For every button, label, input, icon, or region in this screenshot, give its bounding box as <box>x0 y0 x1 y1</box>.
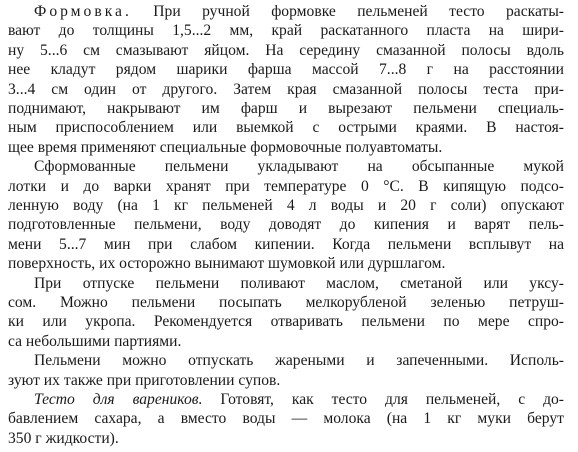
text-line: зуют их также при приготовлении супов. <box>8 371 281 389</box>
section-heading-spaced: Формовка. <box>34 3 132 20</box>
text-line: ным приспособлением или выемкой с острыми краями. В настоя- <box>8 119 564 137</box>
text-line: ну 5...6 см смазывают яйцом. На середину смазанной полосы вдоль <box>8 41 564 59</box>
text-line: При отпуске пельмени поливают маслом, сметаной или уксу- <box>34 274 564 292</box>
text-line: са небольшими партиями. <box>8 332 182 350</box>
text-line: вают до толщины 1,5...2 мм, край раскатанного пласта на шири- <box>8 22 564 40</box>
text-line: бавлением сахара, а вместо воды — молока (на 1 кг муки берут <box>8 410 564 428</box>
italic-heading: Тесто для вареников. <box>34 391 203 408</box>
text-line: Пельмени можно отпускать жареными и запеченными. Исполь- <box>34 352 564 370</box>
text-line: Формовка. При ручной формовке пельменей тесто раскаты- <box>34 3 564 20</box>
text-line: лотки и до варки хранят при температуре 0 °С. В кипящую подсо- <box>8 177 564 195</box>
text-line: ки или укропа. Рекомендуется отваривать пельмени по мере спро- <box>8 313 564 331</box>
text-line: ленную воду (на 1 кг пельменей 4 л воды и 20 г соли) опускают <box>8 197 564 214</box>
text-line: поверхность, их осторожно вынимают шумовкой или дуршлагом. <box>8 255 446 273</box>
text-line: мени 5...7 мин при слабом кипении. Когда пельмени всплывут на <box>8 235 564 253</box>
text-line: Тесто для вареников. Готовят, как тесто для пельменей, с до- <box>34 391 564 408</box>
text-line: Сформованные пельмени укладывают на обсыпанные мукой <box>34 158 564 176</box>
text-line: 3...4 см один от другого. Затем края смазанной полосы теста при- <box>8 80 564 98</box>
text-line: поднимают, накрывают им фарш и вырезают пельмени специаль- <box>8 100 564 117</box>
text-line: нее кладут рядом шарики фарша массой 7...8 г на расстоянии <box>8 61 564 79</box>
text-line: 350 г жидкости). <box>8 429 119 447</box>
text-line: подготовленные пельмени, воду доводят до кипения и варят пель- <box>8 216 564 234</box>
text-line: сом. Можно пельмени посыпать мелкорубленой зеленью петруш- <box>8 294 564 311</box>
text-line: щее время применяют специальные формовочные полуавтоматы. <box>8 138 443 156</box>
